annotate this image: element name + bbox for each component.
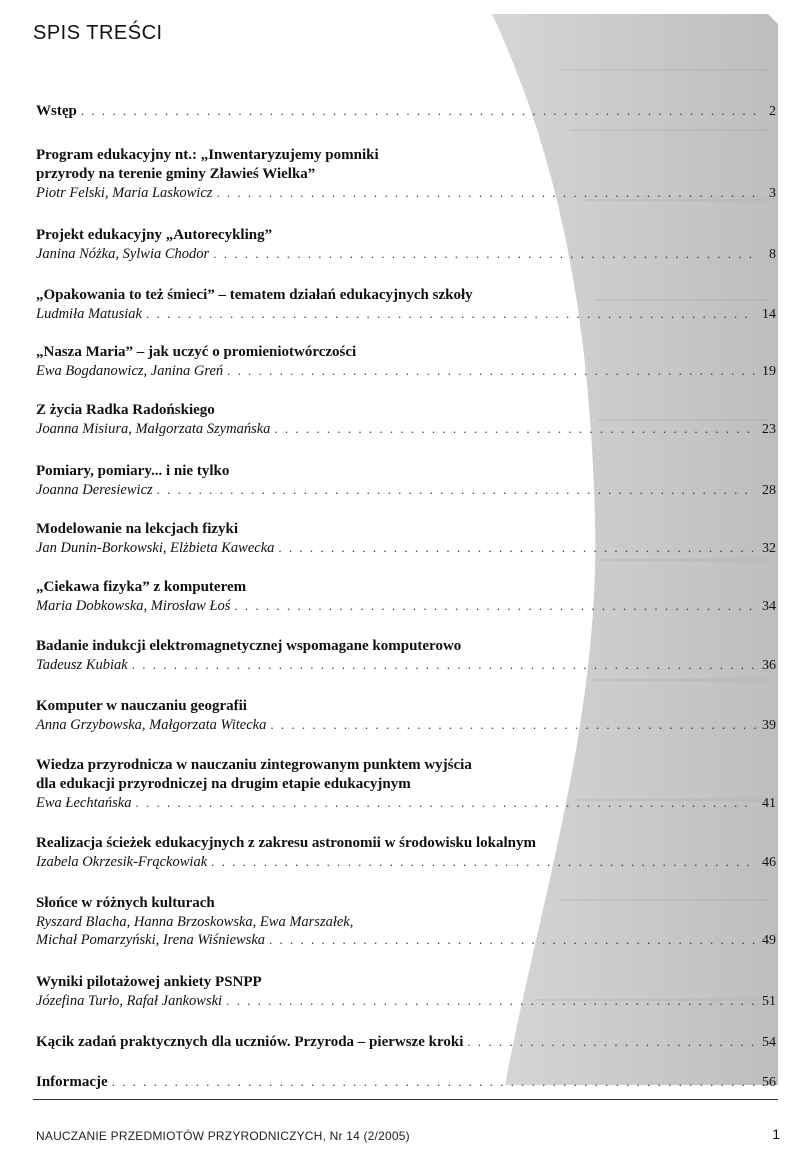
- toc-entry[interactable]: [36, 401, 776, 439]
- toc-entry-title: Wiedza przyrodnicza w nauczaniu zintegrowanym punktem wyjścia: [36, 757, 472, 773]
- toc-entry-authors: Jan Dunin-Borkowski, Elżbieta Kawecka: [36, 540, 275, 556]
- page-title: SPIS TREŚCI: [33, 22, 163, 44]
- toc-entry[interactable]: [36, 520, 776, 558]
- toc-page-number: 19: [762, 364, 776, 379]
- dot-leader: [227, 362, 756, 380]
- toc-page-number: 54: [762, 1035, 776, 1050]
- toc-entry-title: Realizacja ścieżek edukacyjnych z zakresu astronomii w środowisku lokalnym: [36, 835, 537, 851]
- toc-entry[interactable]: [36, 973, 776, 1011]
- dot-leader: [112, 1072, 756, 1091]
- footer-rule: [33, 1099, 778, 1100]
- toc-entry-authors: Ludmiła Matusiak: [36, 306, 142, 322]
- toc-entry-authors: Józefina Turło, Rafał Jankowski: [36, 993, 223, 1009]
- toc-entry-authors: Joanna Misiura, Małgorzata Szymańska: [36, 421, 271, 437]
- toc-entry[interactable]: [36, 146, 776, 203]
- toc-entry-title: dla edukacji przyrodniczej na drugim etapie edukacyjnym: [36, 776, 411, 792]
- dot-leader: [269, 931, 756, 949]
- toc-page-number: 41: [762, 796, 776, 811]
- toc-entry[interactable]: [36, 1072, 776, 1092]
- toc-entry[interactable]: [36, 894, 776, 950]
- dot-leader: [157, 481, 756, 499]
- toc-entry[interactable]: [36, 286, 776, 324]
- toc-entry-title: „Opakowania to też śmieci” – tematem działań edukacyjnych szkoły: [36, 287, 473, 303]
- toc-page-number: 39: [762, 718, 776, 733]
- toc-page-number: 14: [762, 307, 776, 322]
- toc-entry-title: „Ciekawa fizyka” z komputerem: [36, 579, 247, 595]
- toc-page-number: 2: [769, 104, 776, 119]
- toc-entry-title: Modelowanie na lekcjach fizyki: [36, 521, 239, 537]
- toc-page-number: 49: [762, 933, 776, 948]
- toc-entry[interactable]: [36, 834, 776, 872]
- toc-entry-title: Słońce w różnych kulturach: [36, 895, 215, 911]
- toc-entry[interactable]: [36, 462, 776, 500]
- toc-entry-title: Kącik zadań praktycznych dla uczniów. Przyroda – pierwsze kroki: [36, 1034, 464, 1050]
- toc-entry[interactable]: [36, 343, 776, 381]
- toc-page-number: 36: [762, 658, 776, 673]
- toc-page-number: 32: [762, 541, 776, 556]
- toc-entry[interactable]: [36, 226, 776, 264]
- toc-entry[interactable]: [36, 637, 776, 675]
- dot-leader: [467, 1032, 756, 1051]
- toc-entry-authors: Izabela Okrzesik-Frąckowiak: [36, 854, 208, 870]
- dot-leader: [278, 539, 756, 557]
- dot-leader: [132, 656, 756, 674]
- dot-leader: [81, 101, 756, 120]
- toc-page-number: 46: [762, 855, 776, 870]
- toc-page-number: 56: [762, 1075, 776, 1090]
- toc-page-number: 8: [769, 247, 776, 262]
- toc-entry-title: Wyniki pilotażowej ankiety PSNPP: [36, 974, 262, 990]
- toc-entry-title: przyrody na terenie gminy Zławieś Wielka”: [36, 166, 316, 182]
- dot-leader: [274, 420, 756, 438]
- toc-entry-title: Informacje: [36, 1074, 108, 1090]
- dot-leader: [234, 597, 756, 615]
- toc-page-number: 3: [769, 186, 776, 201]
- dot-leader: [146, 305, 756, 323]
- toc-entry[interactable]: [36, 756, 776, 813]
- toc-entry-title: „Nasza Maria” – jak uczyć o promieniotwórczości: [36, 344, 357, 360]
- dot-leader: [226, 992, 756, 1010]
- toc-entry[interactable]: [36, 101, 776, 121]
- toc-page-number: 51: [762, 994, 776, 1009]
- dot-leader: [211, 853, 756, 871]
- toc-entry-authors: Maria Dobkowska, Mirosław Łoś: [36, 598, 231, 614]
- toc-entry[interactable]: [36, 697, 776, 735]
- toc-entry-authors: Anna Grzybowska, Małgorzata Witecka: [36, 717, 267, 733]
- dot-leader: [216, 184, 756, 202]
- toc-entry-authors: Ewa Łechtańska: [36, 795, 132, 811]
- toc-entry-title: Program edukacyjny nt.: „Inwentaryzujemy pomniki: [36, 147, 379, 163]
- toc-entry-title: Z życia Radka Radońskiego: [36, 402, 215, 418]
- dot-leader: [135, 794, 756, 812]
- toc-entry-authors: Michał Pomarzyński, Irena Wiśniewska: [36, 932, 266, 948]
- toc-entry-title: Projekt edukacyjny „Autorecykling”: [36, 227, 273, 243]
- dot-leader: [270, 716, 756, 734]
- toc-page-number: 23: [762, 422, 776, 437]
- toc-entry[interactable]: [36, 578, 776, 616]
- toc-entry-authors: Joanna Deresiewicz: [36, 482, 153, 498]
- page-number: 1: [772, 1126, 780, 1142]
- toc-entry-authors: Piotr Felski, Maria Laskowicz: [36, 185, 213, 201]
- toc-entry-authors: Tadeusz Kubiak: [36, 657, 128, 673]
- toc-entry-title: Pomiary, pomiary... i nie tylko: [36, 463, 230, 479]
- toc-entry-authors: Ewa Bogdanowicz, Janina Greń: [36, 363, 224, 379]
- journal-footer: NAUCZANIE PRZEDMIOTÓW PRZYRODNICZYCH, Nr 14 (2/2005): [36, 1129, 410, 1143]
- toc-page-number: 34: [762, 599, 776, 614]
- toc-page-number: 28: [762, 483, 776, 498]
- toc-entry-title: Badanie indukcji elektromagnetycznej wspomagane komputerowo: [36, 638, 462, 654]
- toc-entry-title: Wstęp: [36, 103, 77, 119]
- toc-entry-authors: Ryszard Blacha, Hanna Brzoskowska, Ewa Marszałek,: [36, 914, 354, 930]
- toc-entry-authors: Janina Nóżka, Sylwia Chodor: [36, 246, 210, 262]
- dot-leader: [213, 245, 756, 263]
- toc-entry-title: Komputer w nauczaniu geografii: [36, 698, 247, 714]
- toc-entry[interactable]: [36, 1032, 776, 1052]
